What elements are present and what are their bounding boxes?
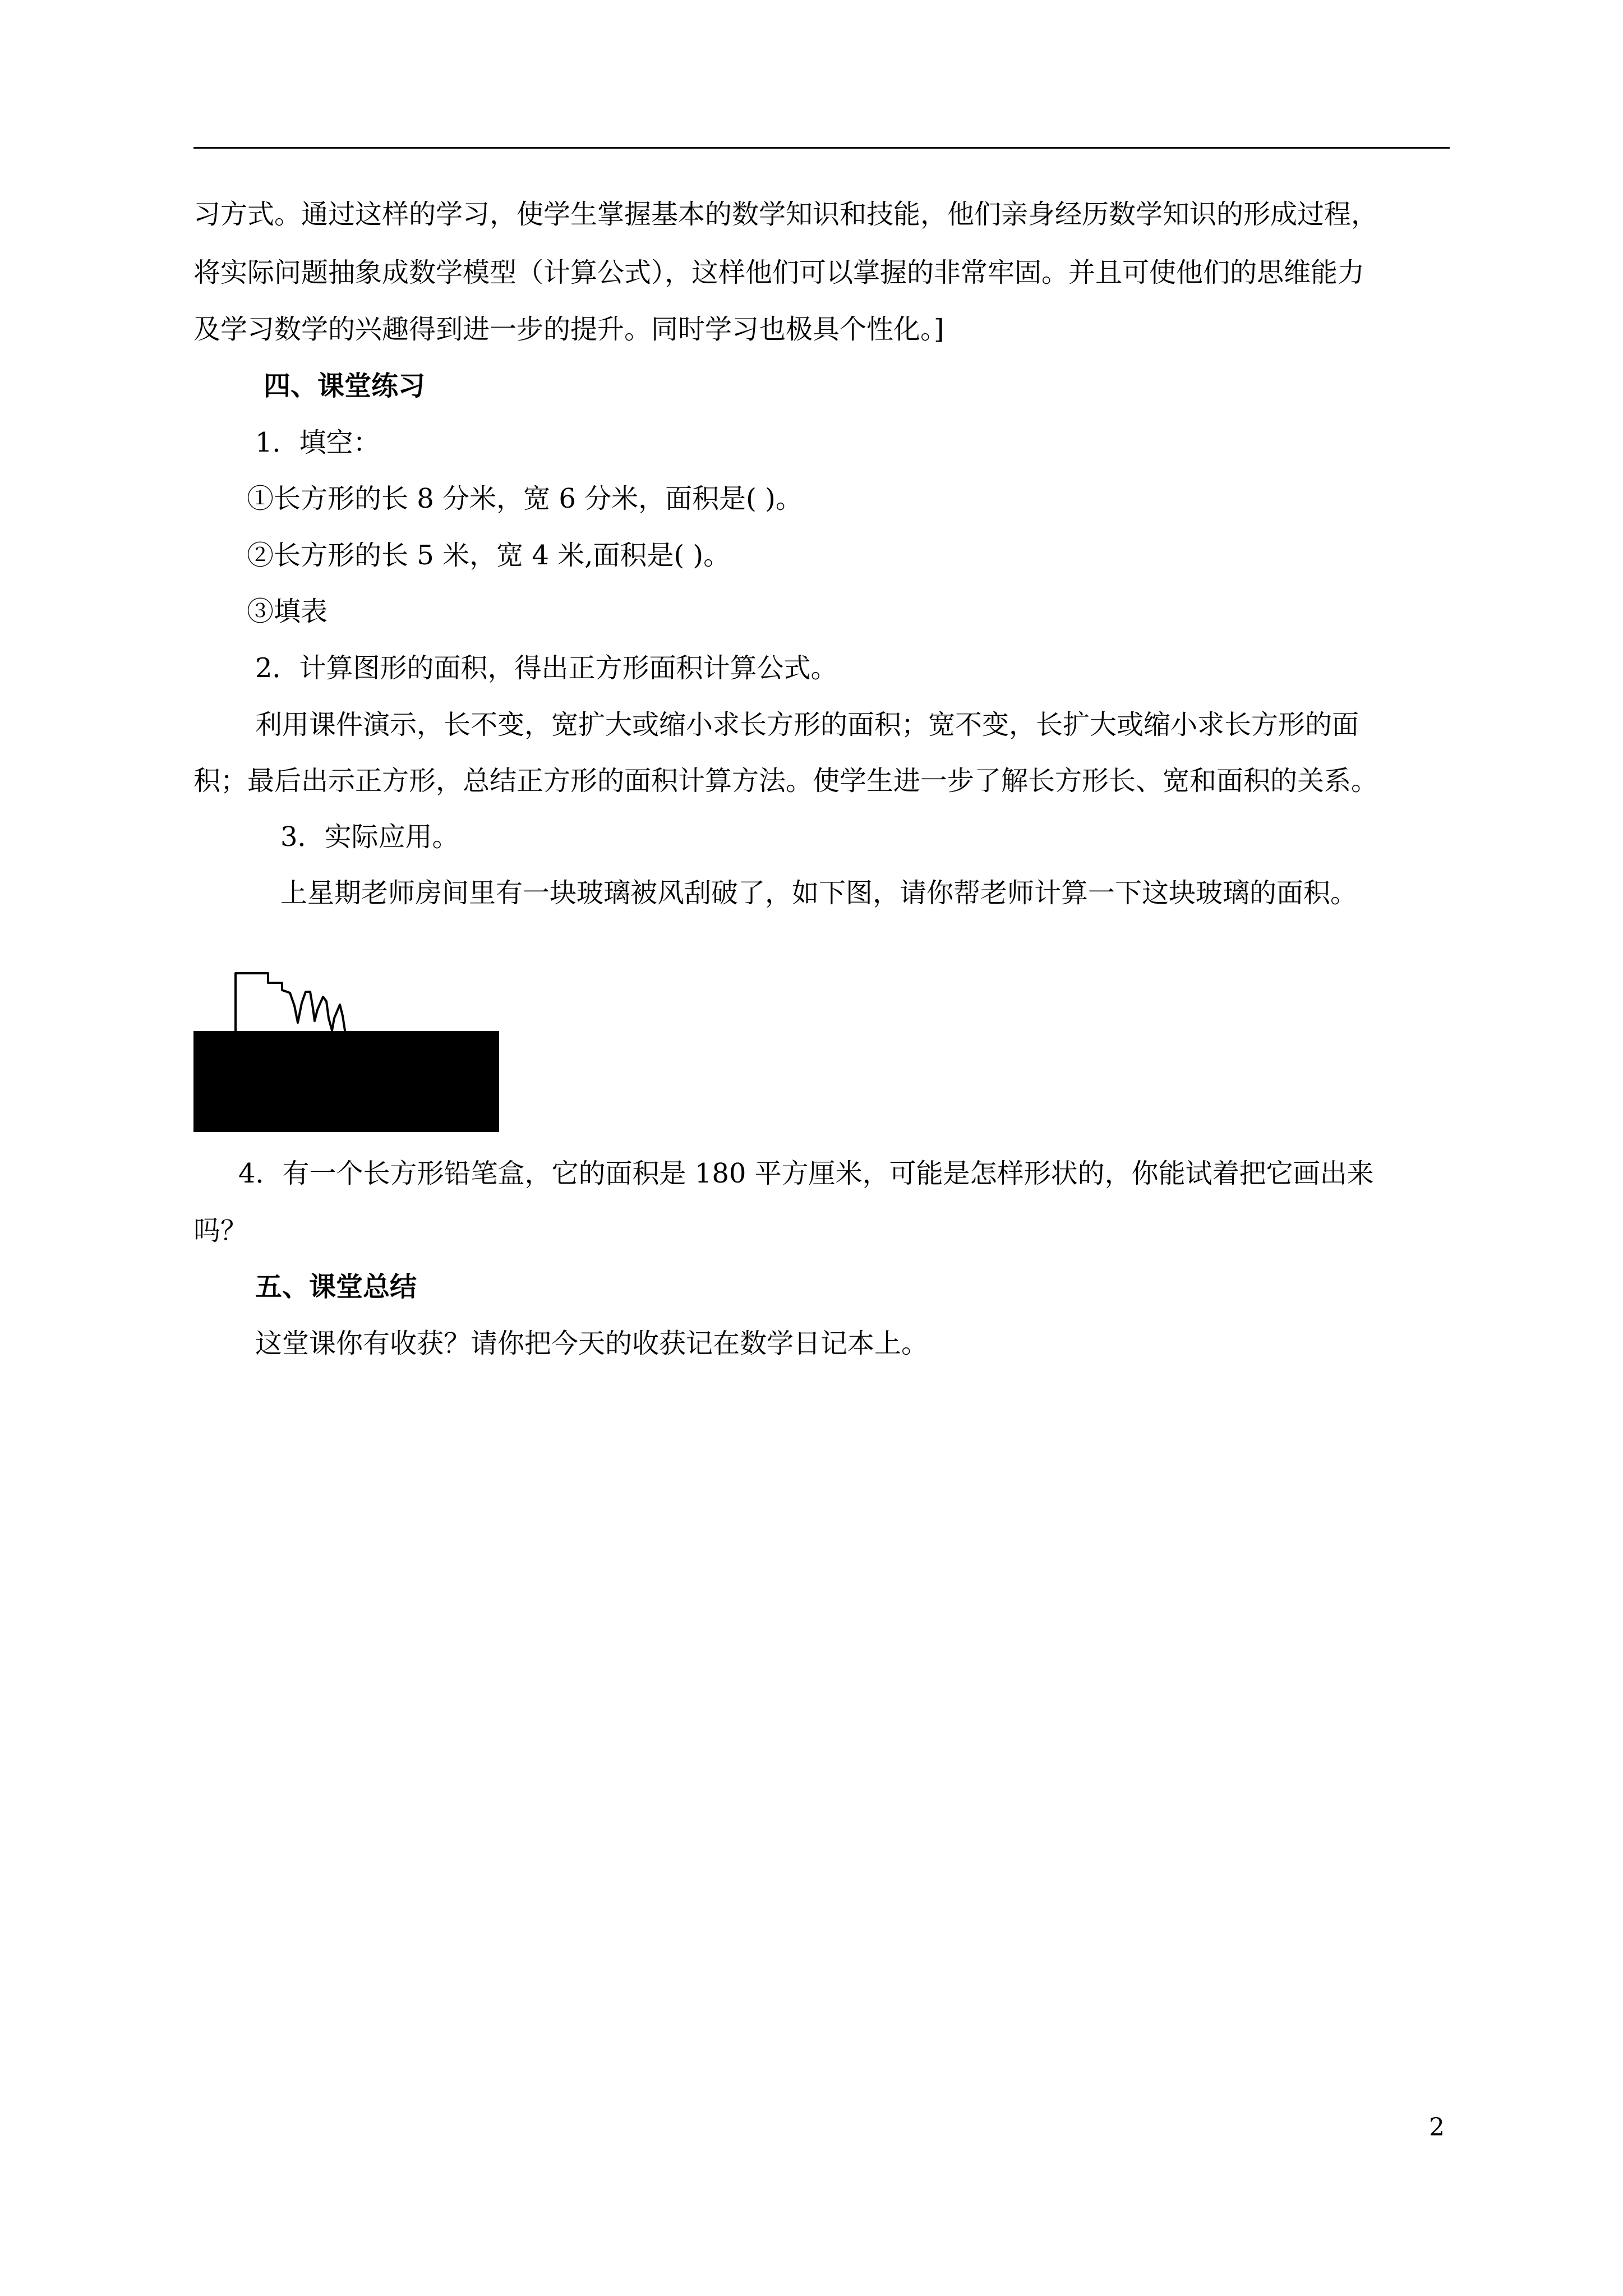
broken-glass-figure [193,968,508,1138]
header-rule [193,147,1450,149]
glass-base-rect [193,1031,499,1132]
item-4-line-2: 吗？ [193,1215,248,1246]
broken-glass-drawing [193,968,508,1136]
item-4-line-1: 4．有一个长方形铅笔盒，它的面积是 180 平方厘米，可能是怎样形状的，你能试着把它画出来 [238,1158,1374,1189]
section-heading-summary: 五、课堂总结 [255,1271,417,1303]
intro-line-2: 将实际问题抽象成数学模型（计算公式），这样他们可以掌握的非常牢固。并且可使他们的思维能力 [193,257,1365,288]
item-3-desc: 上星期老师房间里有一块玻璃被风刮破了，如下图，请你帮老师计算一下这块玻璃的面积。 [280,877,1358,909]
item-1-sub-1: ①长方形的长 8 分米，宽 6 分米，面积是( )。 [247,483,803,514]
page-number: 2 [1429,2113,1445,2142]
section-heading-practice: 四、课堂练习 [264,370,426,402]
item-2-desc-line-2: 积；最后出示正方形，总结正方形的面积计算方法。使学生进一步了解长方形长、宽和面积的关系。 [193,765,1378,797]
intro-line-1: 习方式。通过这样的学习，使学生掌握基本的数学知识和技能，他们亲身经历数学知识的形成过程， [193,199,1378,230]
item-1-fill-in: 1．填空： [255,427,380,458]
item-3: 3．实际应用。 [280,821,459,853]
item-2: 2．计算图形的面积，得出正方形面积计算公式。 [255,652,838,684]
intro-line-3: 及学习数学的兴趣得到进一步的提升。同时学习也极具个性化。] [193,314,944,345]
item-1-sub-3: ③填表 [247,596,328,627]
item-2-desc-line-1: 利用课件演示，长不变，宽扩大或缩小求长方形的面积；宽不变，长扩大或缩小求长方形的面 [255,709,1359,740]
item-1-sub-2: ②长方形的长 5 米，宽 4 米,面积是( )。 [247,540,731,571]
summary-text: 这堂课你有收获？请你把今天的收获记在数学日记本上。 [255,1328,929,1359]
